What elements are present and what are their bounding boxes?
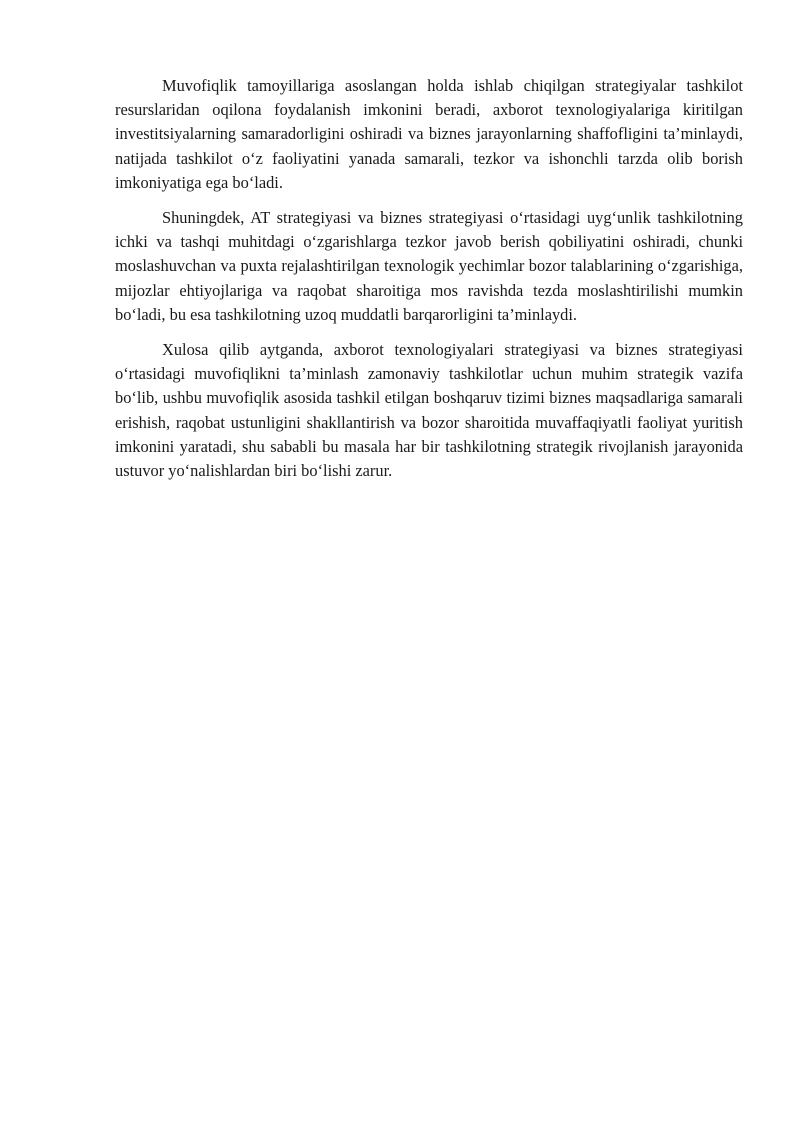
paragraph-3: Xulosa qilib aytganda, axborot texnologiyalari strategiyasi va biznes strategiyasi oʻrtasidagi muvofiqlikni ta’minlash zamonaviy tashkilotlar uchun muhim strategik vazifa bo‘lib, ushbu muvofiqlik asosida tashkil etilgan boshqaruv tizimi biznes maqsadlariga samarali erishish, raqobat ustunligini shakllantirish va bozor sharoitida muvaffaqiyatli faoliyat yuritish imkonini yaratadi, shu sababli bu masala har bir tashkilotning strategik rivojlanish jarayonida ustuvor yoʻnalishlardan biri boʻlishi zarur. — [115, 340, 743, 481]
document-body — [115, 74, 743, 494]
paragraph-2: Shuningdek, AT strategiyasi va biznes strategiyasi o‘rtasidagi uyg‘unlik tashkilotning ichki va tashqi muhitdagi o‘zgarishlarga tezkor javob berish qobiliyatini oshiradi, chunki moslashuvchan va puxta rejalashtirilgan texnologik yechimlar bozor talablarining o‘zgarishiga, mijozlar ehtiyojlariga va raqobat sharoitiga mos ravishda tezda moslashtirilishi mumkin bo‘ladi, bu esa tashkilotning uzoq muddatli barqarorligini ta’minlaydi. — [115, 208, 743, 324]
paragraph-1: Muvofiqlik tamoyillariga asoslangan holda ishlab chiqilgan strategiyalar tashkilot resurslaridan oqilona foydalanish imkonini beradi, axborot texnologiyalariga kiritilgan investitsiyalarning samaradorligini oshiradi va biznes jarayonlarning shaffofligini ta’minlaydi, natijada tashkilot o‘z faoliyatini yanada samarali, tezkor va ishonchli tarzda olib borish imkoniyatiga ega bo‘ladi. — [115, 76, 743, 192]
